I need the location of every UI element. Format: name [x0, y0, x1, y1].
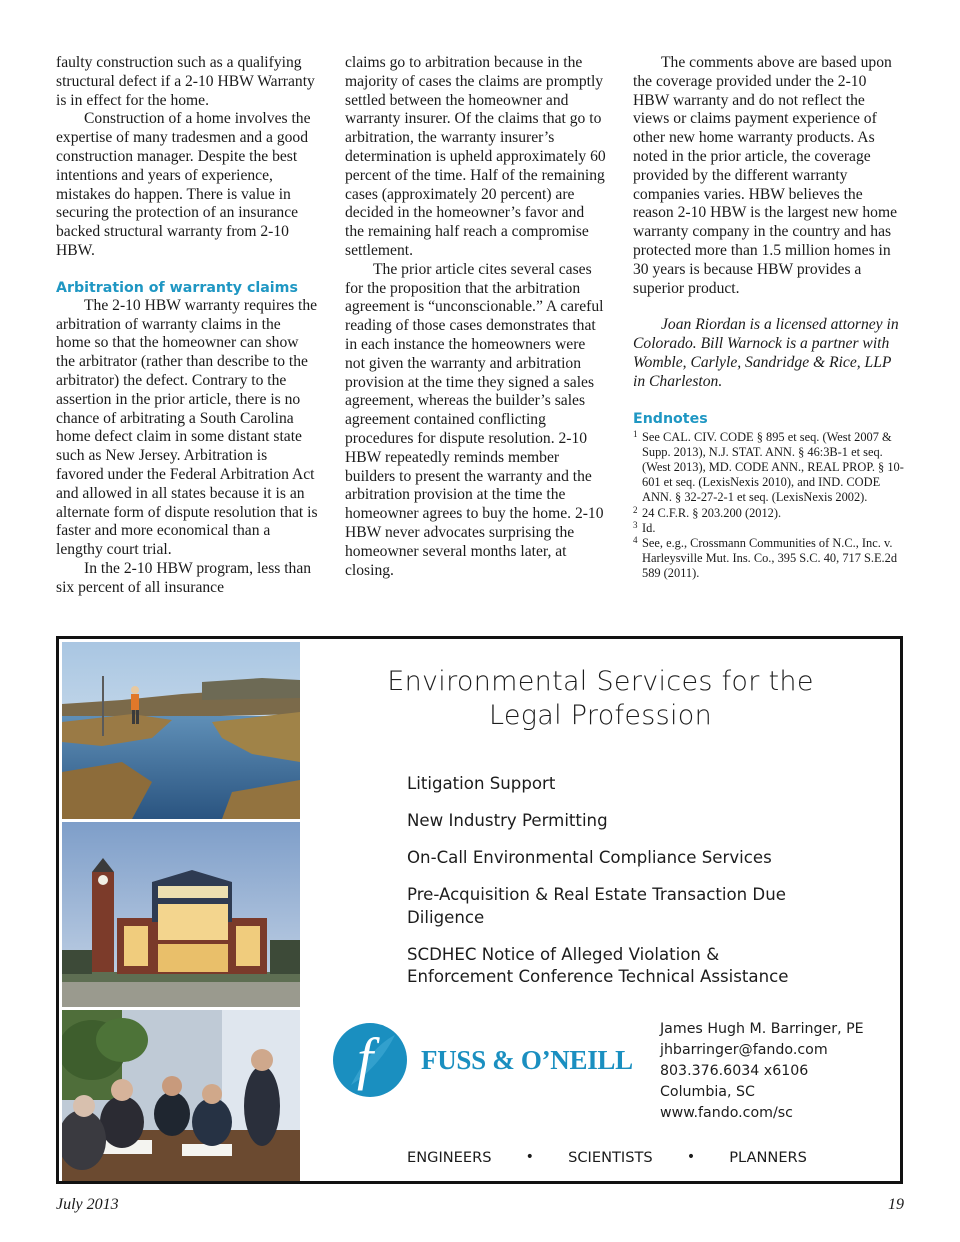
endnote-item	[633, 430, 905, 506]
section-heading: Arbitration of warranty claims	[56, 279, 298, 296]
paragraph: Construction of a home involves the expertise of many tradesmen and a good construction manager. Despite the best intentions and years of experience, mistakes do happen. There is value in securing the protection of an insurance backed structural warranty from 2-10 HBW.	[56, 110, 311, 259]
column-2	[345, 54, 607, 580]
contact-website: www.fando.com/sc	[660, 1105, 793, 1121]
advertisement	[56, 636, 903, 1184]
contact-location: Columbia, SC	[660, 1084, 755, 1100]
article-body	[56, 54, 904, 624]
bullet-separator: •	[686, 1149, 696, 1165]
endnote-marker: 3	[633, 519, 638, 530]
contact-name: James Hugh M. Barringer, PE	[660, 1021, 864, 1037]
endnote-marker: 1	[633, 428, 638, 439]
column-3	[633, 54, 905, 582]
ad-content	[301, 639, 900, 1181]
endnote-item	[633, 506, 905, 521]
service-item: Pre-Acquisition & Real Estate Transaction Due Diligence	[407, 885, 786, 927]
ad-photo-strip	[62, 642, 300, 1181]
tagline-item: ENGINEERS	[407, 1149, 492, 1166]
paragraph: claims go to arbitration because in the majority of cases the claims are promptly settled between the homeowner and warranty insurer. Of the claims that go to arbitration, the warranty insurer’s determination is upheld approximately 60 percent of the time. Half of the remaining cases (approximately 20 percent) are decided in the homeowner’s favor and the remaining half reach a compromise settlement.	[345, 54, 606, 259]
ad-title	[301, 665, 900, 733]
ad-title-line: Legal Profession	[488, 700, 713, 731]
page-number: 19	[888, 1196, 904, 1213]
tagline-item: PLANNERS	[729, 1149, 807, 1166]
endnote-item	[633, 536, 905, 582]
endnote-text: Id.	[642, 520, 656, 535]
contact-phone: 803.376.6034 x6106	[660, 1063, 809, 1079]
author-byline: Joan Riordan is a licensed attorney in Colorado. Bill Warnock is a partner with Womble, Carlyle, Sandridge & Rice, LLP in Charleston.	[633, 316, 899, 390]
logo-letter: f	[357, 1026, 374, 1091]
endnote-text: 24 C.F.R. § 203.200 (2012).	[642, 505, 782, 520]
campus-building-photo	[62, 822, 300, 1007]
endnote-item	[633, 521, 905, 536]
endnotes-list	[633, 430, 905, 582]
ad-tagline	[407, 1149, 807, 1166]
service-item: On-Call Environmental Compliance Services	[407, 848, 772, 867]
endnote-text: See, e.g., Crossmann Communities of N.C., Inc. v. Harleysville Mut. Ins. Co., 395 S.C. 40, 717 S.E.2d 589 (2011).	[642, 535, 898, 581]
services-list	[407, 773, 827, 1003]
paragraph: The comments above are based upon the coverage provided under the 2-10 HBW warranty and do not reflect the views or claims payment experience of other new home warranty products. As noted in the prior article, the coverage provided by the different warranty companies varies. HBW believes the reason 2-10 HBW is the largest new home warranty company in the country and has protected more than 1.5 million homes in 30 years is because HBW provides a superior product.	[633, 54, 898, 297]
column-1	[56, 54, 318, 598]
endnote-marker: 4	[633, 534, 638, 545]
ad-title-line: Environmental Services for the	[387, 666, 814, 697]
paragraph: In the 2-10 HBW program, less than six percent of all insurance	[56, 559, 312, 596]
endnote-text: See CAL. CIV. CODE § 895 et seq. (West 2007 & Supp. 2013), N.J. STAT. ANN. § 46:3B-1 et seq. (West 2013), MD. CODE ANN., REAL PROP. § 10-601 et seq. (LexisNexis 2010), and IND. CODE ANN. § 32-27-2-1 et seq. (LexisNexis 2002).	[642, 429, 904, 505]
wetland-survey-photo	[62, 642, 300, 819]
business-meeting-photo	[62, 1010, 300, 1181]
service-item: SCDHEC Notice of Alleged Violation & Enforcement Conference Technical Assistance	[407, 944, 789, 986]
paragraph: faulty construction such as a qualifying structural defect if a 2-10 HBW Warranty is in effect for the home.	[56, 54, 315, 109]
endnote-marker: 2	[633, 504, 638, 515]
logo-circle-icon	[333, 1023, 407, 1097]
service-item: Litigation Support	[407, 774, 556, 793]
service-item: New Industry Permitting	[407, 811, 608, 830]
paragraph: The 2-10 HBW warranty requires the arbitration of warranty claims in the home so that the homeowner can show the arbitrator (rather than describe to the arbitrator) the defect. Contrary to the assertion in the prior article, there is no chance of arbitrating a South Carolina home defect claim in some distant state such as New Jersey. Arbitration is favored under the Federal Arbitration Act and allowed in all states because it is an alternate form of dispute resolution that is faster and more economical than a lengthy court trial.	[56, 296, 318, 559]
issue-date: July 2013	[56, 1196, 119, 1213]
contact-email: jhbarringer@fando.com	[660, 1042, 828, 1058]
bullet-separator: •	[525, 1149, 534, 1165]
logo-wordmark: FUSS & O’NEILL	[421, 1045, 633, 1075]
contact-info	[660, 1019, 864, 1124]
paragraph: The prior article cites several cases for the proposition that the arbitration agreement is “unconscionable.” A careful reading of those cases demonstrates that in each instance the homeowners were not given the warranty and arbitration provision at the time they signed a sales agreement, whereas the builder’s sales agreement contained conflicting procedures for dispute resolution. 2-10 HBW repeatedly reminds member builders to present the warranty and the arbitration provision at the time the homeowner agrees to buy the home. 2-10 HBW never advocates surprising the homeowner several months later, at closing.	[345, 260, 604, 579]
endnotes-heading: Endnotes	[633, 410, 708, 427]
fuss-oneill-logo	[333, 1019, 643, 1099]
tagline-item: SCIENTISTS	[568, 1149, 653, 1166]
